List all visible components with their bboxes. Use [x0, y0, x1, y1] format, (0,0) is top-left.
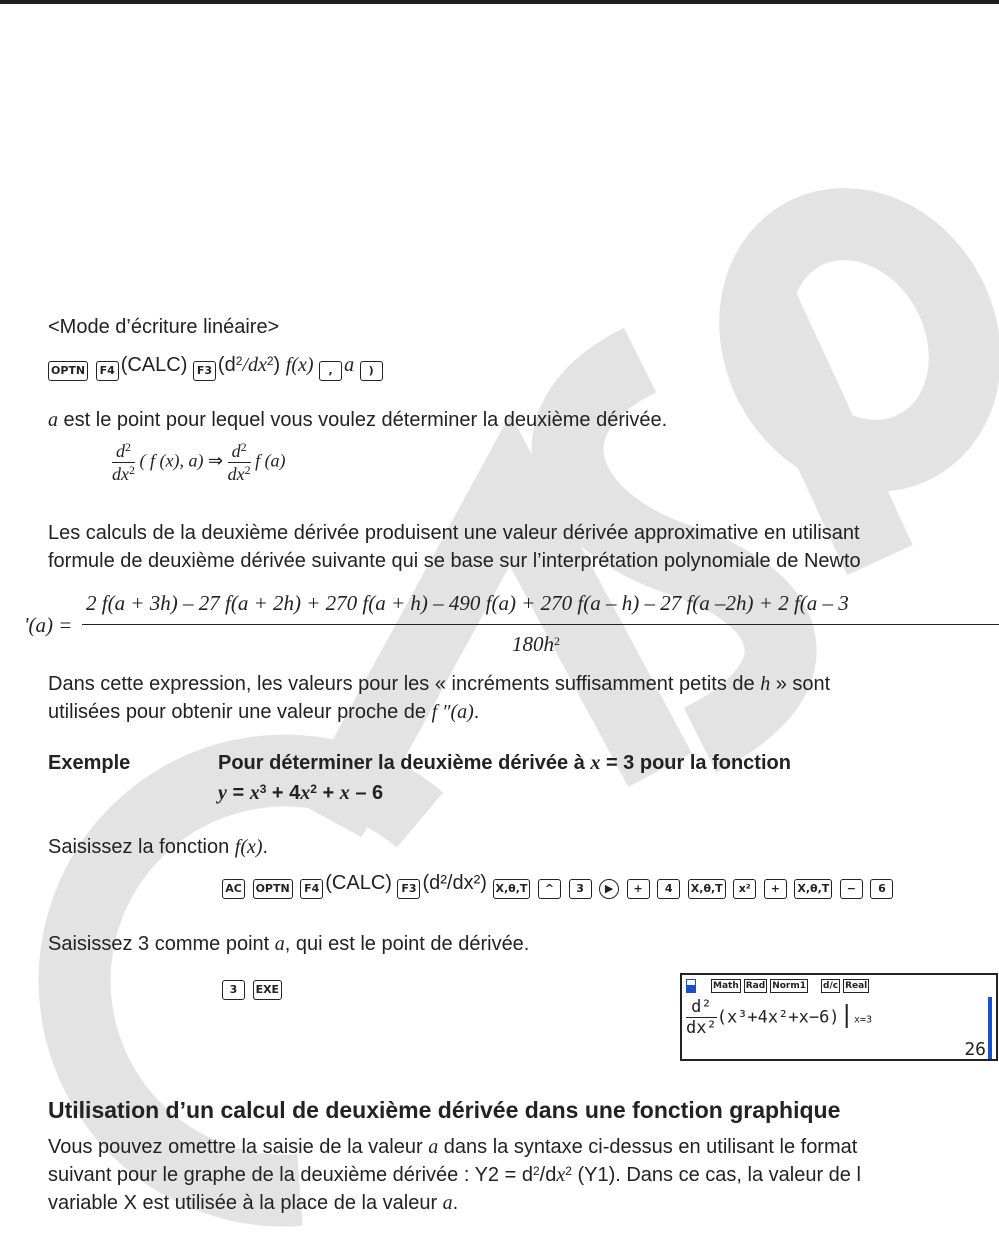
square-key: x²: [733, 879, 756, 899]
screen-d2dx2-fraction: [686, 997, 717, 1038]
d-exponent-right: 2: [240, 440, 247, 454]
formula2-lhs: '(a) =: [24, 613, 73, 637]
sec-a-var: a: [428, 1136, 439, 1158]
ex-text-a: Pour déterminer la deuxième dérivée à: [218, 752, 591, 774]
ex-plusx: +: [316, 782, 340, 804]
xthetat-key: X,θ,T: [688, 879, 726, 899]
minus-key: −: [840, 879, 863, 899]
p2-text-a: Dans cette expression, les valeurs pour les « incréments suffisamment petits de: [48, 673, 761, 695]
exe-key: EXE: [253, 980, 283, 1000]
dx-exponent: 2: [266, 354, 274, 368]
section-line2: [48, 1164, 861, 1187]
screen-d2: d²: [686, 997, 717, 1018]
screen-result: 26: [964, 1039, 986, 1060]
optn-key: OPTN: [48, 361, 88, 381]
ex-x3: x: [249, 782, 260, 804]
f3-key: F3: [397, 879, 420, 899]
a-var: a: [344, 354, 355, 376]
section-line1: [48, 1136, 857, 1159]
optn-key: OPTN: [253, 879, 293, 899]
sec-exp2: 2: [565, 1164, 572, 1178]
a-var-label: a: [48, 409, 58, 431]
status-real: Real: [845, 981, 868, 991]
example-label: Exemple: [48, 752, 131, 774]
sec-text-f: variable X est utilisée à la place de la valeur: [48, 1192, 443, 1214]
sec-text-g: .: [452, 1192, 459, 1214]
ex-x1: x: [339, 782, 350, 804]
watermark-letter-o: [715, 187, 999, 493]
dx-label: /dx: [242, 354, 267, 376]
ex-x-var: x: [590, 752, 601, 774]
f4-key: F4: [96, 361, 119, 381]
plus-key: +: [627, 879, 650, 899]
ex-minus6: – 6: [349, 782, 384, 804]
d2-exponent: 2: [235, 354, 243, 368]
status-math: Math: [713, 981, 739, 991]
h-var: h: [760, 673, 771, 695]
ac-key: AC: [222, 879, 245, 899]
battery-icon: [686, 979, 696, 993]
step2-key-sequence: [222, 973, 284, 1000]
digit-6-key: 6: [870, 879, 893, 899]
paragraph2-line1: [48, 673, 830, 696]
step2-text: [48, 933, 529, 956]
ex-eq: =: [226, 782, 250, 804]
f4-key: F4: [300, 879, 323, 899]
step2-label-a: Saisissez 3 comme point: [48, 933, 275, 955]
sec-text-e: (Y1). Dans ce cas, la valeur de l: [571, 1164, 861, 1186]
denominator-exponent: 2: [554, 634, 560, 648]
ex-y: y: [218, 782, 227, 804]
watermark-letter-i: [760, 300, 880, 560]
screen-dx2: dx²: [686, 1018, 717, 1038]
status-bar: [686, 978, 869, 994]
plus-key: +: [764, 879, 787, 899]
sec-text-b: dans la syntaxe ci-dessus en utilisant le format: [438, 1136, 858, 1158]
power-key: ^: [538, 879, 561, 899]
screen-function: (x³+4x²+x−6): [716, 1007, 840, 1028]
digit-4-key: 4: [657, 879, 680, 899]
ex-exp3: 3: [259, 782, 267, 796]
digit-3-key: 3: [569, 879, 592, 899]
status-rad: Rad: [745, 981, 766, 991]
step2-a-var: a: [274, 933, 285, 955]
dx-exponent-right: 2: [244, 463, 251, 477]
f-double-prime: f ″(a): [431, 701, 474, 723]
a-description-text: est le point pour lequel vous voulez déterminer la deuxième dérivée.: [58, 409, 668, 431]
sec-text-a: Vous pouvez omettre la saisie de la valeur: [48, 1136, 429, 1158]
implies-arrow: ⇒: [207, 450, 224, 471]
paragraph1-line2: formule de deuxième dérivée suivante qui se base sur l’interprétation polynomiale de Newto: [48, 550, 861, 572]
calc-label: (CALC): [325, 872, 392, 894]
close-paren-key: ): [360, 361, 383, 381]
a-description: [48, 409, 667, 432]
formula2-denominator: [512, 632, 560, 657]
formula2-numerator: 2 f(a + 3h) – 27 f(a + 2h) + 270 f(a + h) – 490 f(a) + 270 f(a – h) – 27 f(a –2h) + 2 f(a – 3: [86, 591, 849, 615]
d2-label: (d: [217, 354, 236, 376]
example-function: [218, 782, 383, 805]
example-line1: [218, 752, 791, 775]
d-exponent: 2: [125, 440, 131, 454]
section-heading: Utilisation d’un calcul de deuxième dérivée dans une fonction graphique: [48, 1097, 841, 1123]
dx-symbol-right: dx: [227, 464, 245, 484]
dx-exponent: 2: [129, 463, 135, 477]
xthetat-key: X,θ,T: [493, 879, 531, 899]
close-paren: ): [273, 354, 281, 376]
paragraph2-line2: [48, 701, 479, 724]
fx-label: f(x): [285, 354, 314, 376]
d2dx2-fraction-right: [228, 440, 251, 485]
comma-key: ,: [319, 361, 342, 381]
p2-text-d: .: [473, 701, 480, 723]
syntax-line: [48, 354, 385, 381]
screen-scrollbar: [988, 997, 992, 1059]
ex-x2: x: [300, 782, 311, 804]
dx-symbol: dx: [112, 464, 129, 484]
derivative-notation-formula: [112, 440, 286, 485]
screen-expression: [686, 997, 872, 1038]
screen-subscript: x=3: [854, 1014, 873, 1026]
calc-label: (CALC): [120, 354, 188, 376]
sec-text-c: suivant pour le graphe de la deuxième dérivée : Y2 = d: [48, 1164, 533, 1186]
xthetat-key: X,θ,T: [794, 879, 832, 899]
formula-args: ( f (x), a): [139, 450, 204, 471]
section-line3: [48, 1192, 458, 1215]
ex-text-b: = 3 pour la fonction: [600, 752, 791, 774]
sec-text-d: /d: [539, 1164, 557, 1186]
f-of-a: f (a): [255, 450, 286, 471]
step1-text: [48, 836, 268, 859]
right-arrow-key: ▶: [599, 879, 619, 899]
d2dx2-label: (d²/dx²): [422, 872, 487, 894]
ex-plus4: + 4: [266, 782, 301, 804]
d2dx2-fraction: [112, 440, 135, 485]
sec-x-var: x: [556, 1164, 566, 1186]
d-symbol: d: [116, 441, 125, 461]
step1-label: Saisissez la fonction: [48, 836, 235, 858]
calculator-screen: [680, 973, 998, 1061]
digit-3-key: 3: [222, 980, 245, 1000]
screen-eval-bar: |: [839, 1000, 854, 1029]
step2-label-b: , qui est le point de dérivée.: [284, 933, 530, 955]
d-symbol-right: d: [231, 441, 241, 461]
paragraph1-line1: Les calculs de la deuxième dérivée produisent une valeur dérivée approximative en utilisant: [48, 522, 860, 544]
sec-a-var-2: a: [442, 1192, 453, 1214]
formula2-fraction-line: [82, 624, 999, 625]
sec-exp1: 2: [532, 1164, 540, 1178]
status-norm: Norm1: [772, 981, 806, 991]
ex-exp2: 2: [310, 782, 317, 796]
step1-dot: .: [262, 836, 269, 858]
step1-key-sequence: [222, 872, 895, 899]
f3-key: F3: [193, 361, 216, 381]
top-rule: [0, 0, 999, 4]
p2-text-b: » sont: [770, 673, 831, 695]
mode-label: <Mode d’écriture linéaire>: [48, 316, 280, 338]
step1-fx: f(x): [234, 836, 263, 858]
denominator-text: 180h: [512, 632, 554, 656]
p2-text-c: utilisées pour obtenir une valeur proche de: [48, 701, 432, 723]
status-dc: d/c: [823, 981, 839, 991]
